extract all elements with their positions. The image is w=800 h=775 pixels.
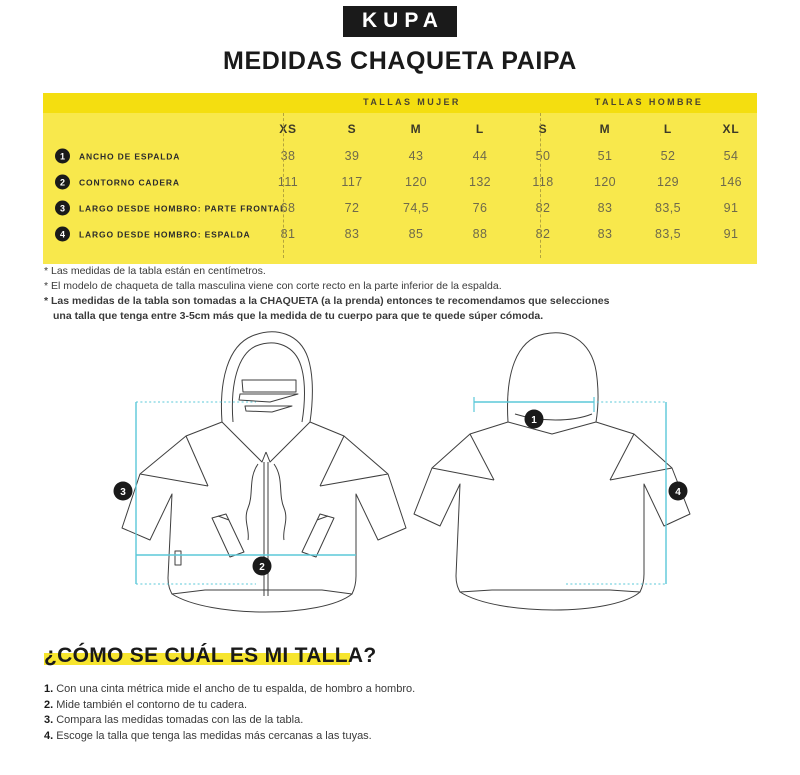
row-label	[55, 175, 180, 190]
cell-r2-c1: 72	[344, 201, 360, 215]
cell-r2-c2: 74,5	[403, 201, 429, 215]
step-text: Escoge la talla que tenga las medidas más cercanas a las tuyas.	[56, 729, 372, 742]
cell-r0-c7: 54	[723, 149, 739, 163]
hood-fold-3	[245, 406, 292, 412]
cell-r3-c6: 83,5	[655, 227, 681, 241]
column-divider-middle	[540, 113, 541, 258]
cell-r1-c7: 146	[719, 175, 743, 189]
cell-r0-c2: 43	[408, 149, 424, 163]
back-hood	[508, 333, 599, 422]
illus-badge-4	[669, 482, 688, 501]
footnotes	[44, 264, 744, 324]
back-shoulder-left	[470, 434, 494, 480]
group-label-men: TALLAS HOMBRE	[594, 97, 704, 107]
size-header-2: M	[410, 122, 422, 136]
cell-r1-c2: 120	[404, 175, 428, 189]
cell-r1-c0: 111	[277, 175, 299, 189]
size-header-1: S	[347, 122, 357, 136]
row-badge-4: 4	[55, 227, 70, 242]
cell-r1-c5: 120	[593, 175, 617, 189]
side-label-tag	[175, 551, 181, 565]
illus-badge-1-text: 1	[531, 415, 537, 426]
size-header-4: S	[538, 122, 548, 136]
hood-inner	[232, 343, 304, 422]
drawstring-right	[274, 464, 286, 540]
group-label-women: TALLAS MUJER	[363, 97, 461, 107]
row-name: ANCHO DE ESPALDA	[79, 151, 181, 161]
footnote-2: * El modelo de chaqueta de talla masculina viene con corte recto en la parte inferior de la espalda.	[44, 280, 502, 292]
cell-r1-c6: 129	[656, 175, 680, 189]
logo-text: KUPA	[343, 6, 457, 37]
cell-r1-c4: 118	[532, 175, 554, 189]
cell-r0-c1: 39	[344, 149, 360, 163]
row-badge-2: 2	[55, 175, 70, 190]
jacket-diagram-svg	[0, 318, 800, 623]
back-shoulder-right	[610, 434, 634, 480]
sleeve-line-left	[140, 474, 208, 486]
size-header-5: M	[599, 122, 611, 136]
front-hem-curve	[172, 594, 352, 612]
sleeve-line-right	[320, 474, 388, 486]
cell-r0-c3: 44	[472, 149, 488, 163]
illus-badge-3	[114, 482, 133, 501]
footnote-3-line1: * Las medidas de la tabla son tomadas a la CHAQUETA (a la prenda) entonces te recomendamos que selecciones	[44, 295, 610, 307]
cell-r3-c4: 82	[535, 227, 551, 241]
step-number: 3.	[44, 714, 57, 726]
brand-logo	[0, 6, 800, 37]
row-badge-3: 3	[55, 201, 70, 216]
cell-r1-c3: 132	[468, 175, 492, 189]
illus-badge-2-text: 2	[259, 562, 265, 573]
size-table-group-header	[43, 93, 757, 113]
cell-r0-c0: 38	[280, 149, 296, 163]
illus-badge-4-text: 4	[675, 487, 681, 498]
step-3	[44, 713, 644, 729]
row-name: LARGO DESDE HOMBRO: PARTE FRONTAL	[79, 203, 287, 213]
howto-steps	[44, 682, 644, 744]
cell-r3-c5: 83	[597, 227, 613, 241]
cell-r0-c6: 52	[660, 149, 676, 163]
row-name: LARGO DESDE HOMBRO: ESPALDA	[79, 229, 251, 239]
cell-r0-c5: 51	[597, 149, 613, 163]
size-header-0: XS	[279, 122, 297, 136]
pocket-left	[212, 514, 244, 557]
step-number: 1.	[44, 683, 57, 695]
hood-fold-2	[239, 394, 298, 402]
cell-r2-c6: 83,5	[655, 201, 681, 215]
step-number: 2.	[44, 698, 57, 711]
table-row	[43, 221, 757, 247]
row-name: CONTORNO CADERA	[79, 177, 180, 187]
row-badge-1: 1	[55, 149, 70, 164]
cell-r3-c0: 81	[280, 227, 296, 241]
footnote-1: * Las medidas de la tabla están en centímetros.	[44, 265, 266, 277]
column-divider-left	[283, 113, 284, 258]
collar-left	[222, 422, 266, 462]
size-header-6: L	[663, 122, 673, 136]
cell-r3-c1: 83	[344, 227, 360, 241]
size-table-body	[43, 143, 757, 264]
step-number: 4.	[44, 729, 57, 742]
table-row	[43, 143, 757, 169]
cell-r2-c4: 82	[535, 201, 551, 215]
size-table-size-header	[43, 113, 757, 143]
cell-r3-c2: 85	[408, 227, 424, 241]
step-text: Con una cinta métrica mide el ancho de tu espalda, de hombro a hombro.	[56, 683, 416, 695]
cell-r0-c4: 50	[535, 149, 551, 163]
back-yoke	[508, 422, 596, 434]
size-table	[43, 93, 757, 264]
howto-heading-wrap	[44, 636, 464, 666]
shoulder-seam-left	[186, 436, 208, 486]
jacket-back-view	[414, 333, 690, 610]
illustration-badges	[114, 410, 688, 576]
drawstring-left	[246, 464, 258, 540]
cell-r2-c5: 83	[597, 201, 613, 215]
jacket-illustrations	[0, 318, 800, 623]
howto-heading: ¿CÓMO SE CUÁL ES MI TALLA?	[44, 644, 377, 667]
step-text: Compara las medidas tomadas con las de la tabla.	[56, 714, 304, 726]
shoulder-seam-right	[320, 436, 344, 486]
step-1	[44, 682, 644, 698]
back-hem-curve	[460, 592, 640, 610]
cell-r2-c7: 91	[723, 201, 739, 215]
illus-badge-1	[525, 410, 544, 429]
cell-r2-c3: 76	[472, 201, 488, 215]
back-sleeve-right	[610, 468, 672, 480]
table-row	[43, 169, 757, 195]
table-row	[43, 195, 757, 221]
size-header-7: XL	[722, 122, 740, 136]
cell-r1-c1: 117	[341, 175, 363, 189]
back-sleeve-left	[432, 468, 494, 480]
pocket-right	[302, 514, 334, 557]
illus-badge-3-text: 3	[120, 487, 126, 498]
hood-fold-1	[242, 380, 296, 392]
jacket-back-body	[414, 422, 690, 592]
step-2	[44, 698, 644, 714]
cell-r3-c7: 91	[723, 227, 739, 241]
footnote-3-line2: una talla que tenga entre 3-5cm más que la medida de tu cuerpo para que te quede súper cómoda.	[53, 310, 544, 322]
collar-right	[266, 422, 310, 462]
step-text: Mide también el contorno de tu cadera.	[56, 698, 248, 711]
cell-r2-c0: 68	[280, 201, 296, 215]
row-label	[55, 227, 251, 242]
cell-r3-c3: 88	[472, 227, 488, 241]
size-header-3: L	[475, 122, 485, 136]
row-label	[55, 201, 286, 216]
page-title: MEDIDAS CHAQUETA PAIPA	[223, 47, 577, 75]
illus-badge-2	[253, 557, 272, 576]
row-label	[55, 149, 180, 164]
step-4	[44, 729, 644, 745]
